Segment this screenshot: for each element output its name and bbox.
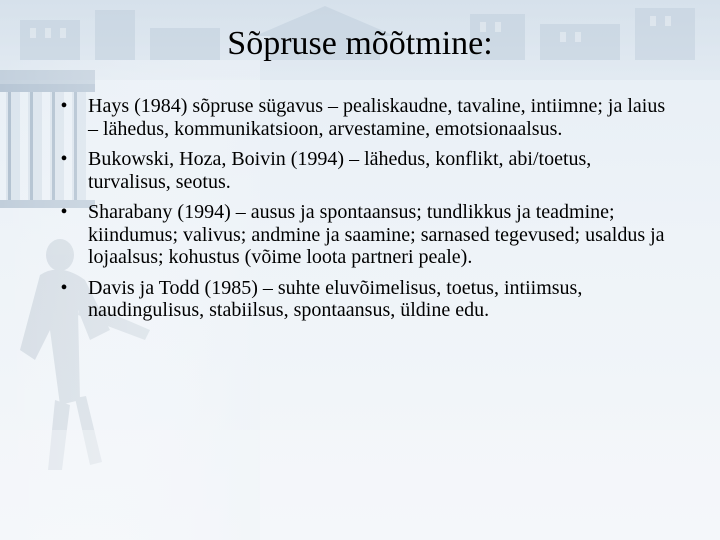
bullet-text: Bukowski, Hoza, Boivin (1994) – lähedus, konflikt, abi/toetus, turvalisus, seotus. (88, 148, 592, 193)
bullet-text: Davis ja Todd (1985) – suhte eluvõimelisus, toetus, intiimsus, naudingulisus, stabiilsus, spontaansus, üldine edu. (88, 276, 583, 321)
bullet-marker: • (60, 201, 68, 223)
bullet-item (54, 148, 674, 193)
bullet-marker: • (60, 95, 68, 117)
bullet-list (54, 95, 674, 330)
bullet-marker: • (60, 276, 68, 299)
slide-title: Sõpruse mõõtmine: (227, 25, 493, 62)
bullet-marker: • (60, 148, 68, 170)
bullet-text: Hays (1984) sõpruse sügavus – pealiskaudne, tavaline, intiimne; ja laius – lähedus, kommunikatsioon, arvestamine, emotsionaalsus. (88, 95, 666, 140)
bullet-item (54, 95, 674, 140)
bullet-item (54, 277, 674, 322)
bullet-text: Sharabany (1994) – ausus ja spontaansus; tundlikkus ja teadmine; kiindumus; valivus; andmine ja saamine; sarnased tegevused; usaldus ja lojaalsus; kohustus (võime loota partneri peale). (88, 201, 665, 268)
bullet-item (54, 201, 674, 269)
